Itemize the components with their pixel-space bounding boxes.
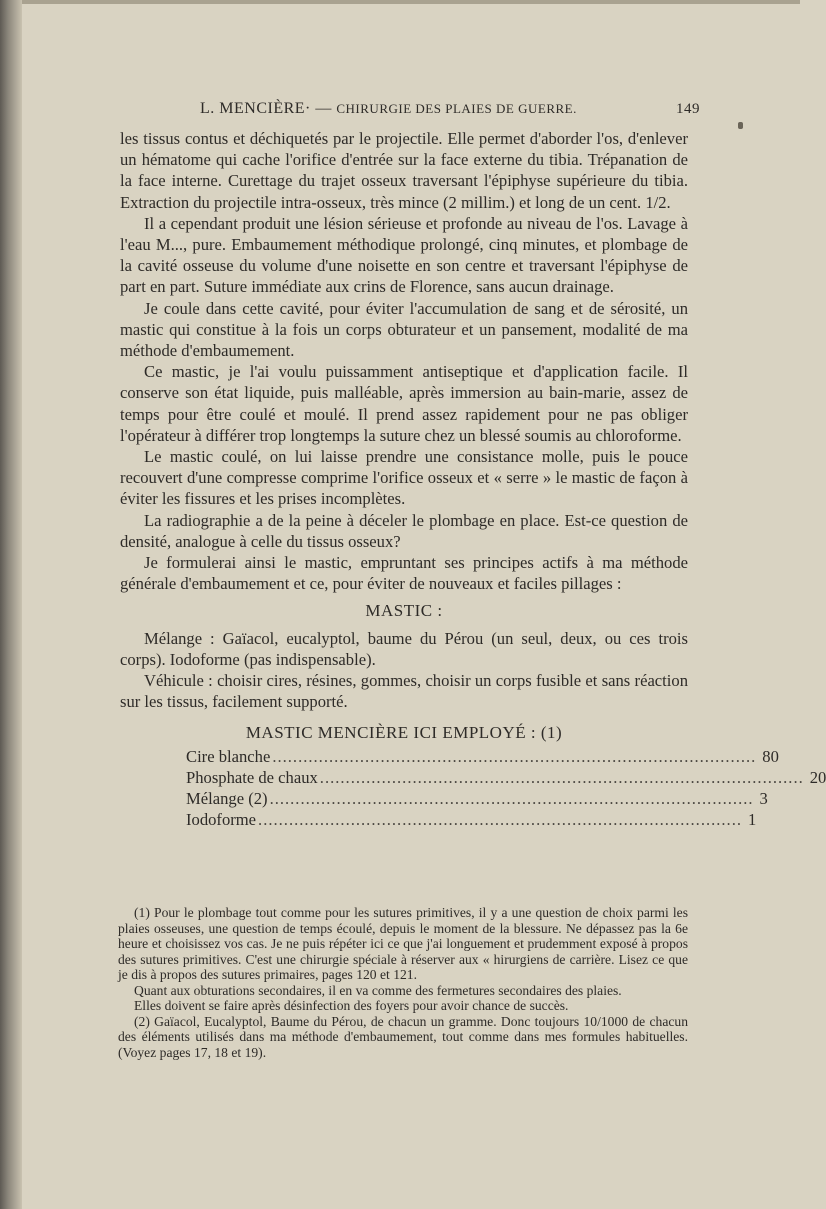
dot-leader: .............................................................................................. (258, 809, 742, 829)
paragraph: Il a cependant produit une lésion sérieuse et profonde au niveau de l'os. Lavage à l'eau M..., pure. Embaumement méthodique prolongé, cinq minutes, et plombage de la cavité osseuse du volume d'une noisette en son centre et traversant l'épiphyse de part en part. Suture immédiate aux crins de Florence, sans aucun drainage. (120, 213, 688, 297)
paragraph: La radiographie a de la peine à déceler le plombage en place. Est-ce question de densité, analogue à celle du tissus osseux? (120, 510, 688, 551)
running-header (200, 100, 700, 118)
header-author: L. MENCIÈRE· (200, 100, 311, 117)
ingredient-name: Cire blanche (186, 746, 271, 766)
recipe-heading: MASTIC MENCIÈRE ICI EMPLOYÉ : (1) (245, 723, 563, 743)
binding-edge (0, 0, 22, 1209)
ingredient-name: Iodoforme (186, 809, 257, 829)
footnote: Elles doivent se faire après désinfection des foyers pour avoir chance de succès. (134, 998, 569, 1013)
dot-leader: .............................................................................................. (269, 788, 754, 808)
recipe-list (186, 746, 826, 830)
mastic-heading: MASTIC : (365, 601, 443, 621)
mastic-paragraph: Véhicule : choisir cires, résines, gommes, choisir un corps fusible et sans réaction sur les tissus, facilement supporté. (120, 671, 688, 712)
header-title: CHIRURGIE DES PLAIES DE GUERRE. (336, 101, 577, 116)
ingredient-name: Phosphate de chaux (186, 767, 318, 787)
page-top-edge (0, 0, 800, 4)
paragraph: Je coule dans cette cavité, pour éviter l'accumulation de sang et de sérosité, un mastic qui constitue à la fois un corps obturateur et un pansement, modalité de ma méthode d'embaumement. (120, 298, 688, 361)
ingredient-quantity: 1 (748, 809, 757, 829)
ingredient-quantity: 20 (809, 767, 826, 787)
paragraph: les tissus contus et déchiquetés par le projectile. Elle permet d'aborder l'os, d'enlever un hématome qui cache l'orifice d'entrée sur la face externe du tibia. Trépanation de la face interne. Curettage du trajet osseux traversant l'épiphyse supérieure du tibia. Extraction du projectile intra-osseux, très mince (2 millim.) et long de un cent. 1/2. (120, 129, 688, 212)
ingredient-quantity: 3 (759, 788, 768, 808)
recipe-row (186, 767, 826, 788)
footnotes (118, 905, 688, 1060)
recipe-row (186, 788, 768, 809)
body-text (120, 128, 826, 830)
dot-leader: .............................................................................................. (272, 746, 757, 766)
paragraph: Le mastic coulé, on lui laisse prendre une consistance molle, puis le pouce recouvert d'une compresse comprime l'orifice osseux et « serre » le mastic de façon à éviter les fissures et les prises incomplètes. (120, 447, 688, 509)
page-number: 149 (676, 101, 700, 117)
footnote: (2) Gaïacol, Eucalyptol, Baume du Pérou, de chacun un gramme. Donc toujours 10/1000 de chacun des éléments utilisés dans ma méthode d'embaumement, tout comme dans mes formules habituelles. (Voyez pages 17, 18 et 19). (118, 1013, 688, 1060)
header-separator: — (315, 100, 332, 117)
recipe-row (186, 809, 757, 830)
ingredient-name: Mélange (2) (186, 788, 268, 808)
recipe-row (186, 746, 779, 767)
mastic-paragraph: Mélange : Gaïacol, eucalyptol, baume du Pérou (un seul, deux, ou ces trois corps). Iodoforme (pas indispensable). (120, 628, 688, 669)
paragraph: Je formulerai ainsi le mastic, empruntant ses principes actifs à ma méthode générale d'embaumement et ce, pour éviter de nouveaux et faciles pillages : (120, 553, 688, 594)
ink-mark (738, 122, 743, 129)
ingredient-quantity: 80 (762, 746, 779, 766)
paragraph: Ce mastic, je l'ai voulu puissamment antiseptique et d'application facile. Il conserve son état liquide, puis malléable, après immersion au bain-marie, assez de temps pour être coulé et moulé. Il prend assez rapidement pour ne pas obliger l'opérateur à différer trop longtemps la suture chez un blessé soumis au chloroforme. (120, 362, 688, 445)
footnote: (1) Pour le plombage tout comme pour les sutures primitives, il y a une question de choix parmi les plaies osseuses, une question de temps écoulé, depuis le moment de la blessure. Ne dépassez pas la 6e heure et choisissez vos cas. Je ne puis répéter ici ce que j'ai longuement et prudemment exposé à propos des sutures primitives. C'est une chirurgie spéciale à réserver aux « hirurgiens de carrière. Lisez ce que je dis à propos des sutures primaires, pages 120 et 121. (118, 905, 688, 982)
footnote: Quant aux obturations secondaires, il en va comme des fermetures secondaires des plaies. (134, 982, 622, 998)
running-title (200, 100, 577, 118)
dot-leader: .............................................................................................. (319, 767, 804, 787)
